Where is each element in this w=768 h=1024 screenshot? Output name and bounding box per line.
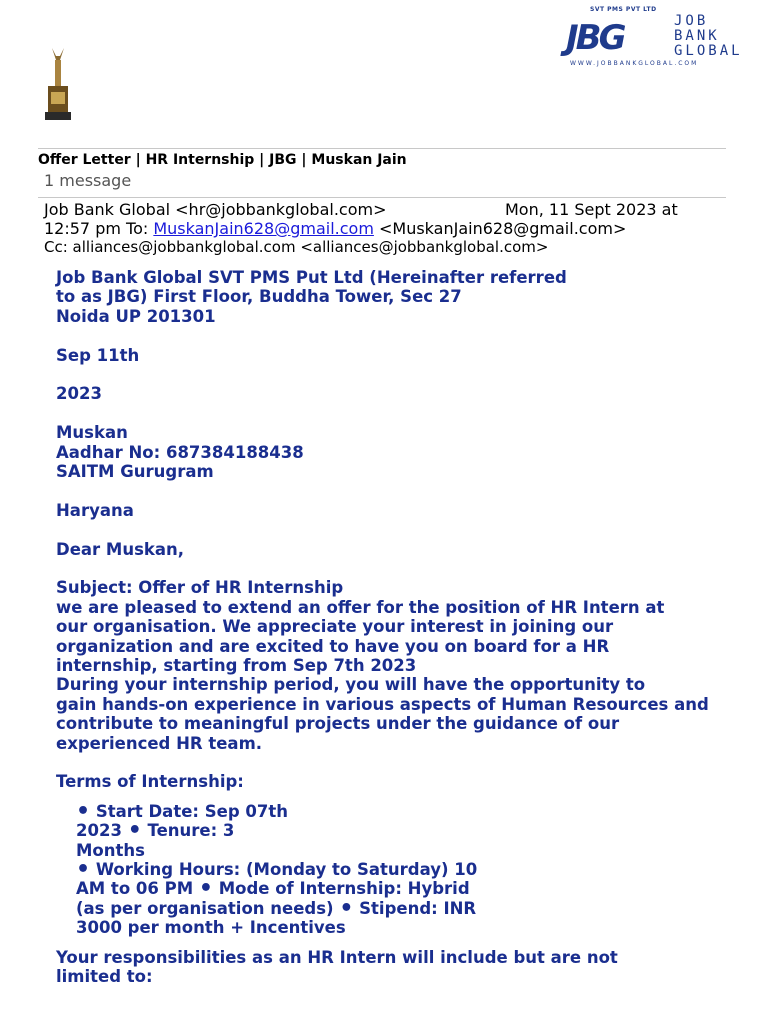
subject-line: Subject: Offer of HR Internship <box>56 578 344 598</box>
paragraph-line: experienced HR team. <box>56 733 263 753</box>
email-date: Mon, 11 Sept 2023 at <box>505 200 678 219</box>
email-subject: Offer Letter | HR Internship | JBG | Muskan Jain <box>38 152 407 168</box>
address-line: to as JBG) First Floor, Buddha Tower, Sec 27 <box>56 287 462 307</box>
email-cc: Cc: alliances@jobbankglobal.com <alliances@jobbankglobal.com> <box>44 238 549 256</box>
message-count: 1 message <box>44 171 132 190</box>
recipient-email-link[interactable]: MuskanJain628@gmail.com <box>153 219 374 238</box>
paragraph-line: During your internship period, you will have the opportunity to <box>56 675 646 695</box>
divider <box>38 148 726 149</box>
responsibilities-line: limited to: <box>56 967 153 987</box>
bullet-icon: • <box>76 857 91 883</box>
candidate-college: SAITM Gurugram <box>56 462 214 482</box>
bullet-icon: • <box>339 895 354 921</box>
bullet-icon: • <box>127 818 142 844</box>
paragraph-line: contribute to meaningful projects under the guidance of our <box>56 714 620 734</box>
company-logo <box>566 6 750 68</box>
candidate-name: Muskan <box>56 423 128 443</box>
paragraph-line: our organisation. We appreciate your interest in joining our <box>56 617 614 637</box>
logo-mark: JBG <box>566 18 624 58</box>
trophy-icon <box>40 46 76 124</box>
email-from: Job Bank Global <hr@jobbankglobal.com> <box>44 200 387 219</box>
email-time: 12:57 pm To: <box>44 219 154 238</box>
address-line: Noida UP 201301 <box>56 306 216 326</box>
terms-heading: Terms of Internship: <box>56 772 244 792</box>
paragraph-line: gain hands-on experience in various aspects of Human Resources and <box>56 694 709 714</box>
greeting: Dear Muskan, <box>56 539 185 559</box>
candidate-state: Haryana <box>56 500 134 520</box>
candidate-aadhar: Aadhar No: 687384188438 <box>56 442 304 462</box>
paragraph-line: organization and are excited to have you on board for a HR <box>56 636 610 656</box>
email-to-line <box>44 219 626 238</box>
logo-url: WWW.JOBBANKGLOBAL.COM <box>570 60 699 67</box>
paragraph-line: internship, starting from Sep 7th 2023 <box>56 656 417 676</box>
bullet-icon: • <box>198 876 213 902</box>
recipient-email: <MuskanJain628@gmail.com> <box>373 219 627 238</box>
logo-words: JOB BANK GLOBAL <box>674 13 743 59</box>
letter-body <box>56 268 746 987</box>
bullet-icon: • <box>76 798 91 824</box>
letter-date-day: Sep 11th <box>56 345 140 365</box>
logo-tagline: SVT PMS PVT LTD <box>590 6 657 13</box>
divider <box>38 197 726 198</box>
terms-list: • Start Date: Sep 07th 2023 • Tenure: 3 Months • Working Hours: (Monday to Saturday) 10 AM to 06 PM • Mode of Internship: Hybrid (as per organisation needs) • Stipend: INR 3000 per month + Incentives <box>76 798 478 938</box>
address-line: Job Bank Global SVT PMS Put Ltd (Hereinafter referred <box>56 268 567 287</box>
responsibilities-line: Your responsibilities as an HR Intern will include but are not <box>56 947 618 967</box>
paragraph-line: we are pleased to extend an offer for the position of HR Intern at <box>56 597 665 617</box>
letter-date-year: 2023 <box>56 384 102 404</box>
